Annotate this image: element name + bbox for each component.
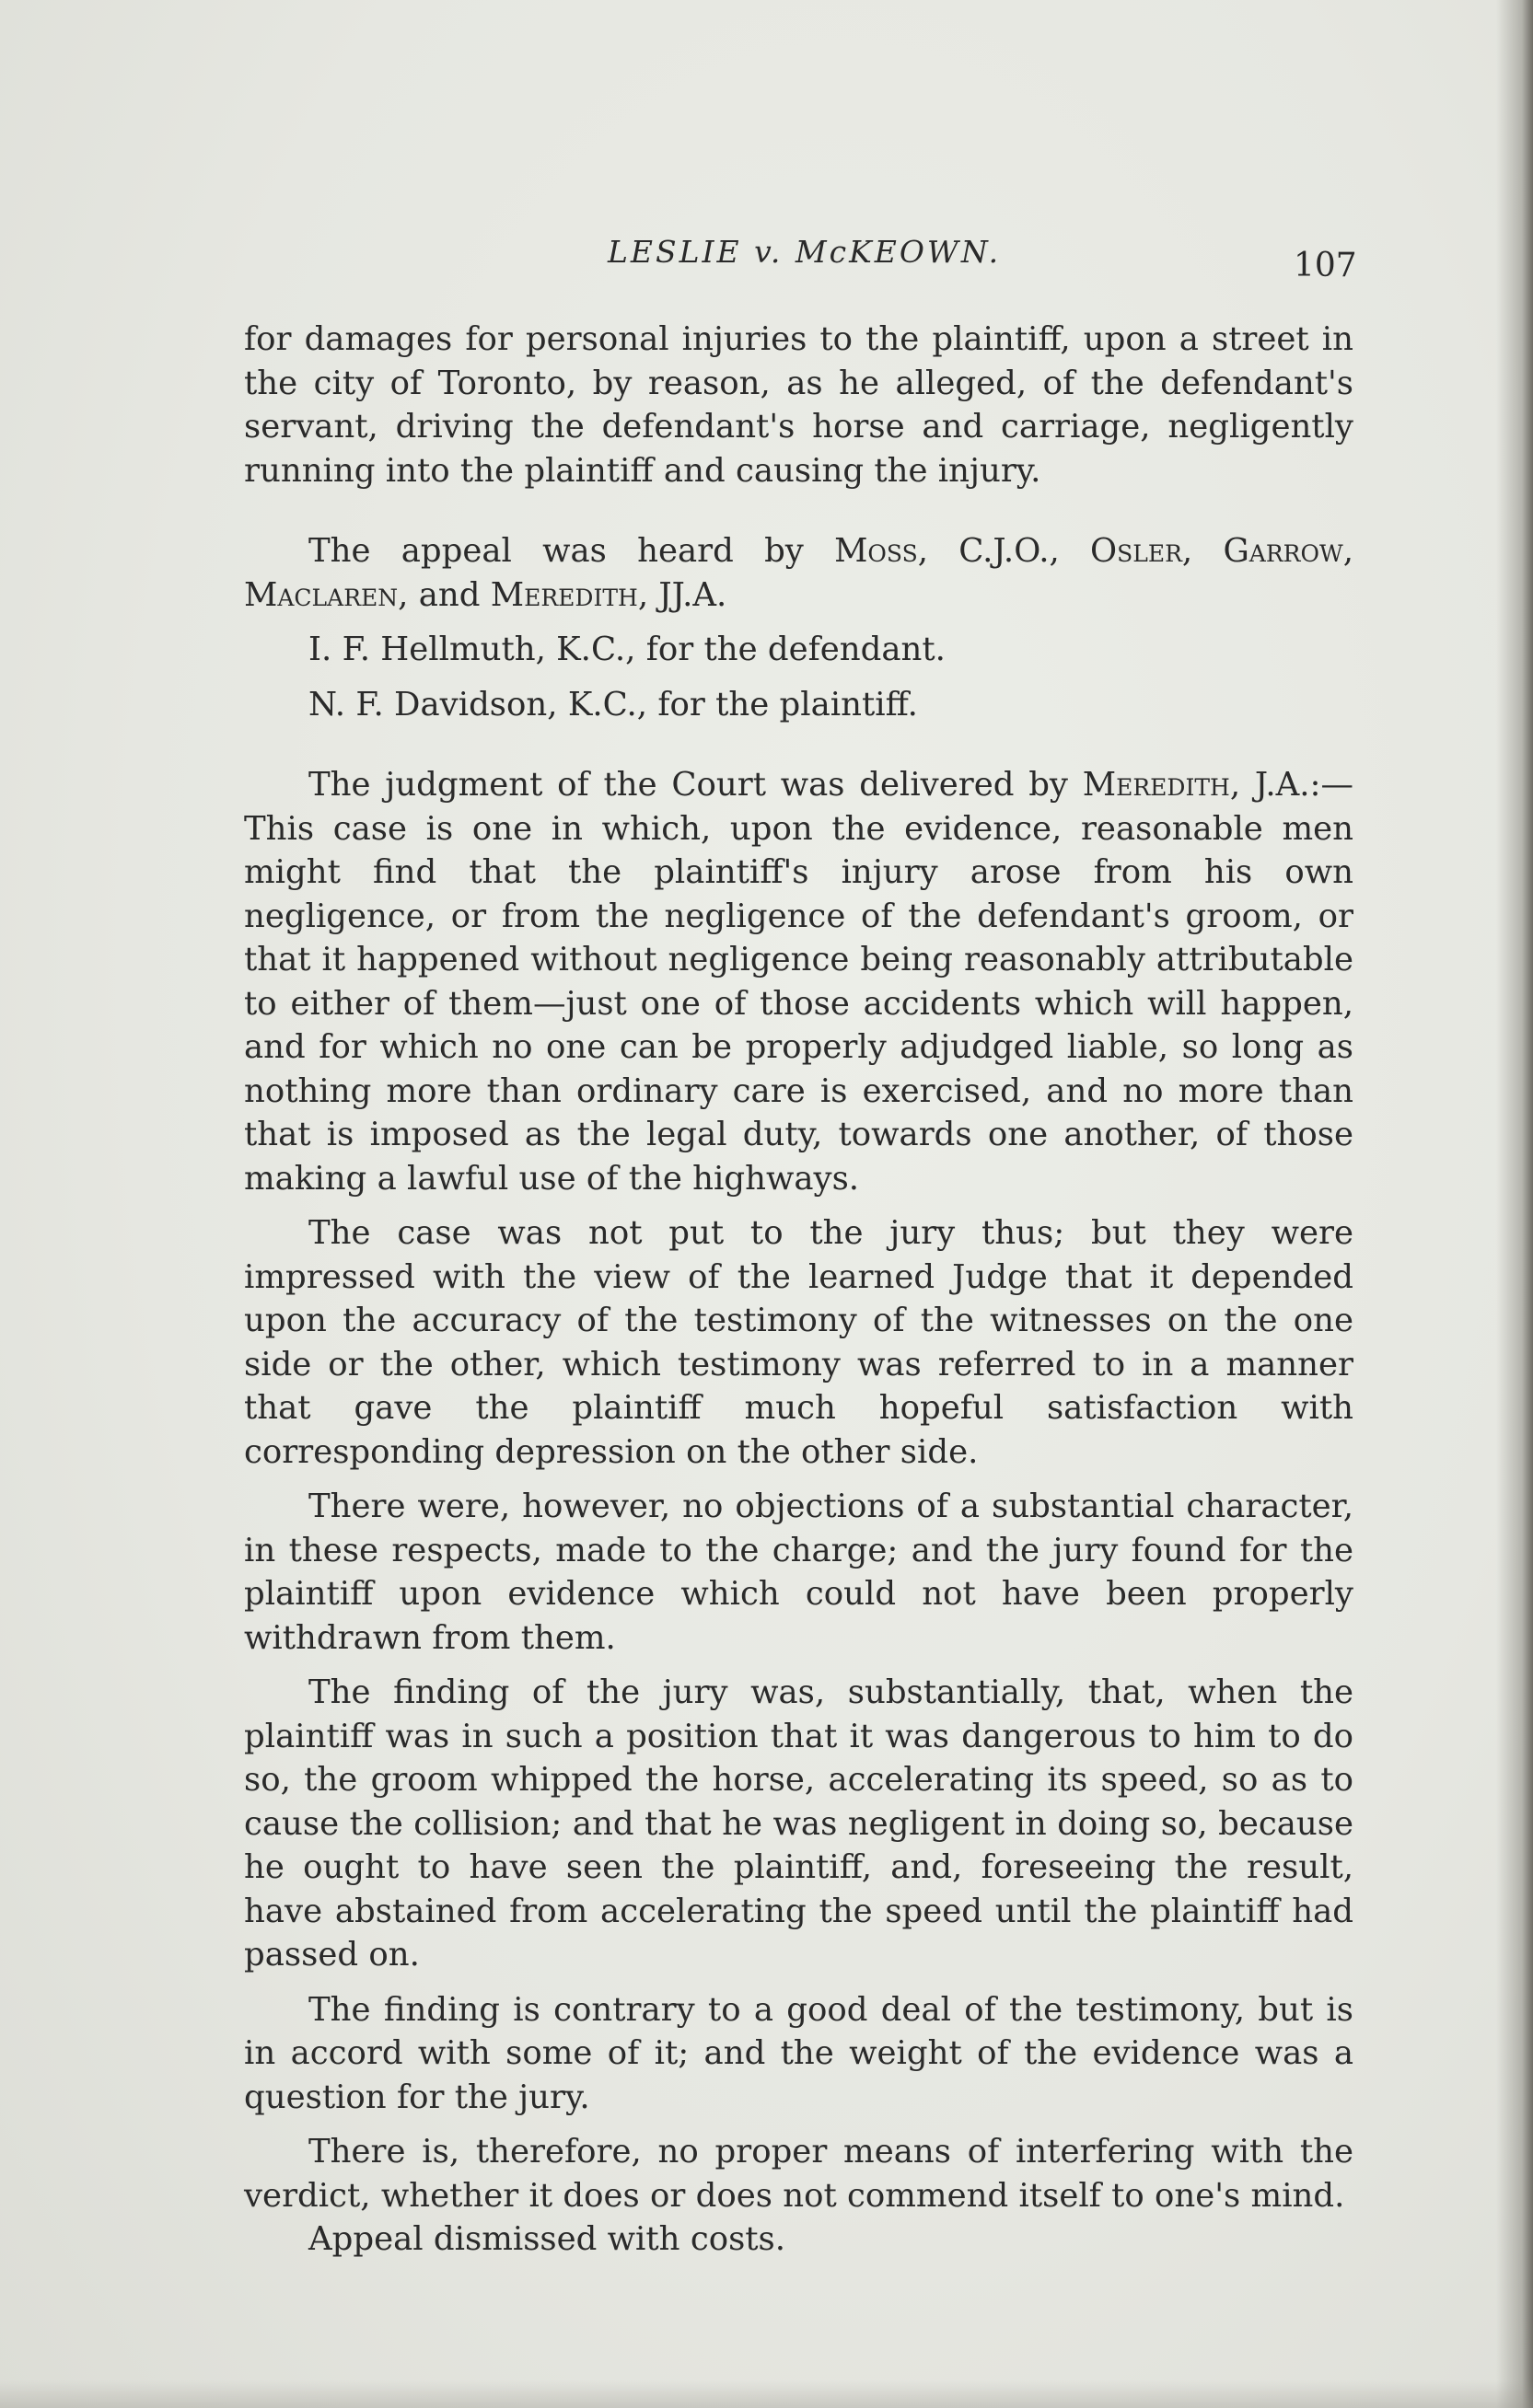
text-run: , JJ.A. xyxy=(637,575,727,614)
paragraph-case-summary: for damages for personal injuries to the plaintiff, upon a street in the city of Toronto, by reason, as he alleged, of the defendant's servant, driving the defendant's horse and carriage, negligently running into the plaintiff and causing the injury. xyxy=(244,320,1353,490)
page-number: 107 xyxy=(1294,247,1357,284)
text-run: , xyxy=(1342,532,1353,570)
paragraph-testimony: The finding is contrary to a good deal of the testimony, but is in accord with some of it; and the weight of the evidence was a question for the jury. xyxy=(244,1990,1353,2116)
paragraph-disposition: Appeal dismissed with costs. xyxy=(308,2220,786,2258)
page-edge-shadow xyxy=(1496,0,1533,2408)
text-run: , xyxy=(1181,532,1224,570)
counsel-defendant: I. F. Hellmuth, K.C., for the defendant. xyxy=(308,631,946,668)
text-run: , C.J.O., xyxy=(917,532,1091,570)
paragraph-jury-charge: The case was not put to the jury thus; but they were impressed with the view of the learned Judge that it depended upon the accuracy of the testimony of the witnesses on the one side or the other, which testimony was referred to in a manner that gave the plaintiff much hopeful satisfaction with corresponding depression on the other side. xyxy=(244,1214,1353,1471)
judge-name: Meredith xyxy=(490,575,638,614)
text-run: , J.A.:—This case is one in which, upon the evidence, reasonable men might find that the plaintiff's injury arose from his own negligence, or from the negligence of the defendant's groom, or that it happened without negligence being reasonably attributable to either of them—just one of those accidents which will happen, and for which no one can be properly adjudged liable, so long as nothing more than ordinary care is exercised, and no more than that is imposed as the legal duty, towards one another, of those making a lawful use of the highways. xyxy=(244,766,1353,1198)
paragraph-judgment xyxy=(244,763,1353,1200)
paragraph-appeal-heard xyxy=(244,529,1353,617)
judge-name: Moss xyxy=(834,532,918,570)
paragraph-objections: There were, however, no objections of a substantial character, in these respects, made to the charge; and the jury found for the plaintiff upon evidence which could not have been properly withdrawn from them. xyxy=(244,1488,1353,1657)
text-run: The judgment of the Court was delivered by xyxy=(308,766,1083,804)
judge-name: Osler xyxy=(1090,532,1182,570)
paragraph-verdict: There is, therefore, no proper means of interfering with the verdict, whether it does or does not commend itself to one's mind. xyxy=(244,2133,1353,2215)
text-run: , and xyxy=(398,575,491,614)
text-run: The appeal was heard by xyxy=(308,532,835,570)
running-head: LESLIE v. McKEOWN. xyxy=(608,234,1002,270)
page-header xyxy=(249,230,1357,285)
judge-name: Maclaren xyxy=(244,575,399,614)
judge-name: Garrow xyxy=(1223,532,1343,570)
page-body xyxy=(244,318,1353,2262)
counsel-plaintiff: N. F. Davidson, K.C., for the plaintiff. xyxy=(308,685,918,724)
page-bottom-shadow xyxy=(0,2380,1533,2408)
paragraph-jury-finding: The finding of the jury was, substantially, that, when the plaintiff was in such a position that it was dangerous to him to do so, the groom whipped the horse, accelerating its speed, so as to cause the collision; and that he was negligent in doing so, because he ought to have seen the plaintiff, and, foreseeing the result, have abstained from accelerating the speed until the plaintiff had passed on. xyxy=(244,1673,1353,1974)
judge-name: Meredith xyxy=(1082,766,1230,804)
